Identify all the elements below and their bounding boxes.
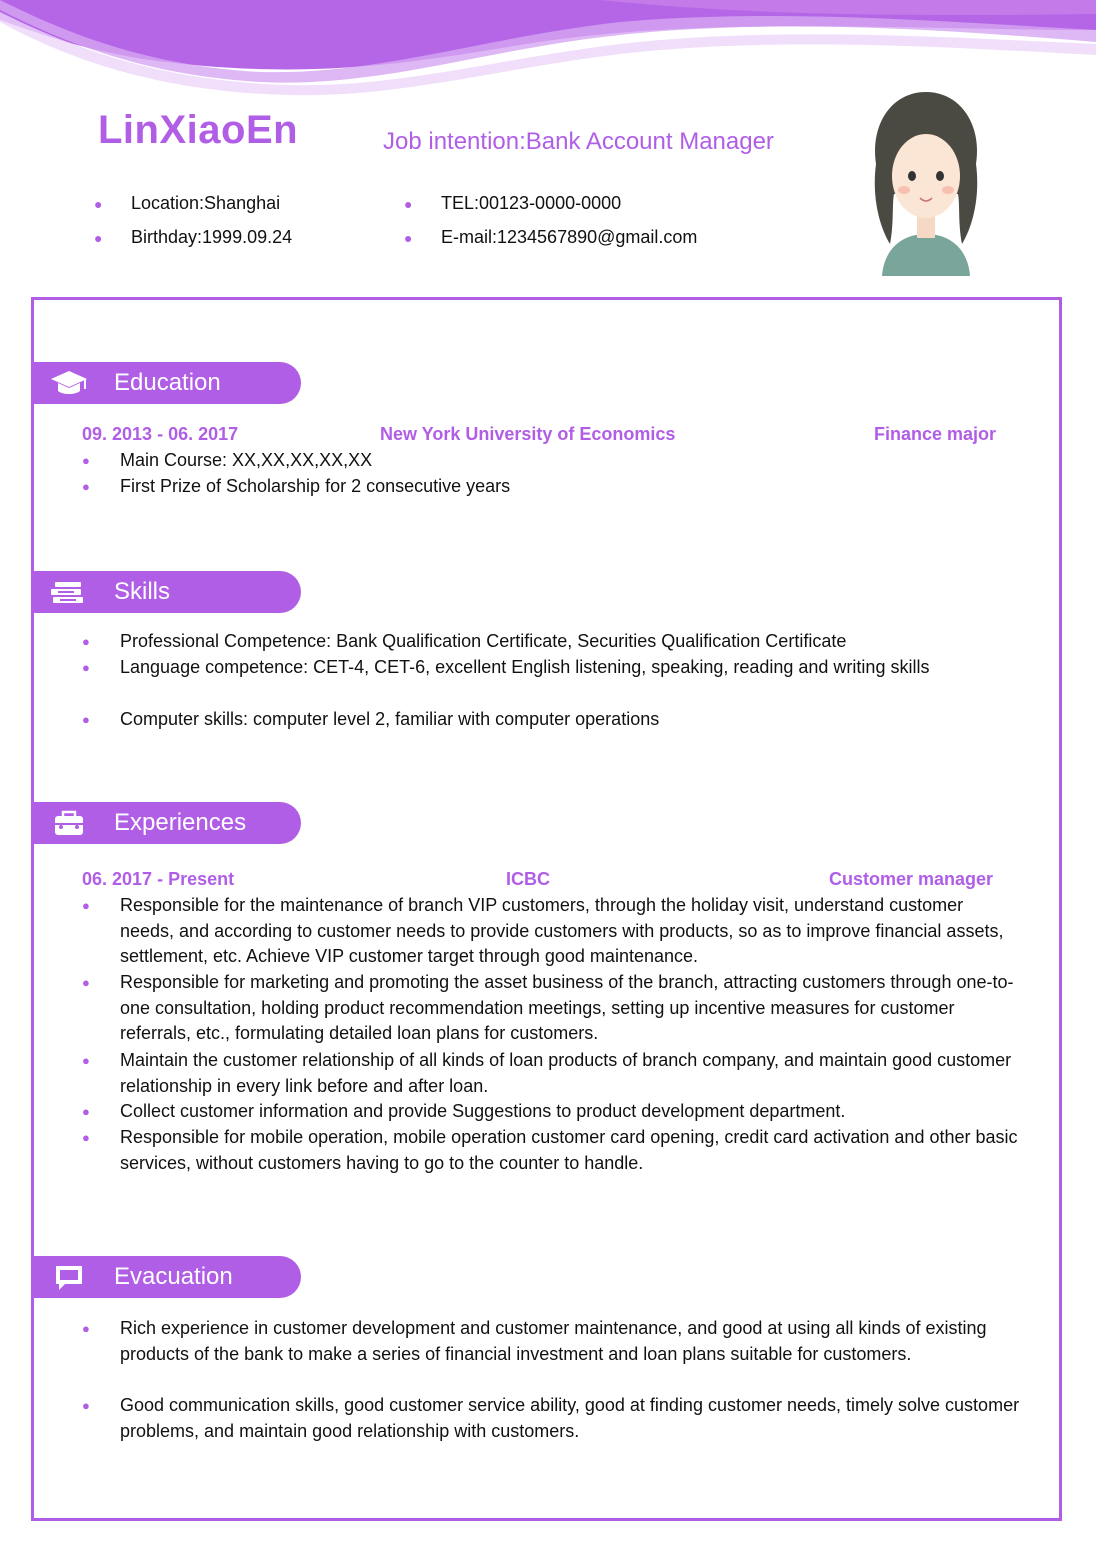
section-title: Evacuation: [114, 1263, 233, 1290]
list-item: [82, 1316, 1020, 1367]
list-item: [82, 629, 1020, 655]
list-item-text: Responsible for the maintenance of branch VIP customers, through the holiday visit, understand customer needs, and according to customer needs to provide customers with products, so as to improve financial assets, settlement, etc. Achieve VIP customer target through good maintenance.: [120, 895, 1004, 967]
list-item: [82, 970, 1020, 1047]
list-item: [82, 707, 1020, 733]
bullet-dot: ●: [82, 634, 90, 649]
tel-text: TEL:00123-0000-0000: [441, 193, 622, 213]
list-item-text: Good communication skills, good customer service ability, good at finding customer needs, timely solve customer problems, and maintain good relationship with customers.: [120, 1395, 1020, 1441]
bullet-dot: ●: [404, 196, 413, 212]
list-item-text: Maintain the customer relationship of all kinds of loan products of branch company, and maintain good customer relationship in every link before and after loan.: [120, 1050, 1012, 1096]
email-text: E-mail:1234567890@gmail.com: [441, 227, 698, 247]
contact-location: [94, 193, 281, 214]
briefcase-icon: [49, 809, 89, 837]
speech-bubble-icon: [49, 1263, 89, 1291]
list-item: [82, 1393, 1020, 1444]
bullet-dot: ●: [82, 975, 90, 990]
experience-role: Customer manager: [829, 869, 994, 889]
list-item-text: Responsible for mobile operation, mobile operation customer card opening, credit card activation and other basic services, without customers having to go to the counter to handle.: [120, 1127, 1018, 1173]
list-item-text: Language competence: CET-4, CET-6, excellent English listening, speaking, reading and writing skills: [120, 657, 930, 677]
list-item-text: Responsible for marketing and promoting the asset business of the branch, attracting customers through one-to-one consultation, holding product recommendation meetings, setting up incentive measures for customer referrals, etc., formulating detailed loan plans for customers.: [120, 972, 1014, 1044]
bullet-dot: ●: [82, 1053, 90, 1068]
contact-birthday: [94, 227, 293, 248]
birthday-text: Birthday:1999.09.24: [131, 227, 293, 247]
section-header-skills: [31, 571, 301, 613]
bullet-dot: ●: [94, 196, 103, 212]
section-title: Skills: [114, 578, 171, 605]
list-item: [82, 655, 1020, 681]
section-title: Experiences: [114, 809, 247, 836]
list-item-text: Collect customer information and provide Suggestions to product development department.: [120, 1101, 846, 1121]
list-item: [82, 1048, 1020, 1099]
education-school: New York University of Economics: [380, 424, 676, 444]
list-item: [82, 1125, 1020, 1176]
experience-company: ICBC: [506, 869, 550, 889]
contact-email: [404, 227, 698, 248]
job-intention: Job intention:Bank Account Manager: [383, 128, 774, 155]
bullet-dot: ●: [82, 1321, 90, 1336]
list-item: [82, 474, 1020, 500]
list-item-text: First Prize of Scholarship for 2 consecutive years: [120, 476, 511, 496]
list-item-text: Rich experience in customer development and customer maintenance, and good at using all kinds of existing products of the bank to make a series of financial investment and loan plans suitable for customers.: [120, 1318, 987, 1364]
avatar: [862, 84, 990, 276]
section-header-experiences: [31, 802, 301, 844]
bullet-dot: ●: [404, 230, 413, 246]
bullet-dot: ●: [82, 1398, 90, 1413]
list-item-text: Main Course: XX,XX,XX,XX,XX: [120, 450, 373, 470]
bullet-dot: ●: [82, 479, 90, 494]
graduation-cap-icon: [49, 369, 89, 397]
list-item-text: Computer skills: computer level 2, familiar with computer operations: [120, 709, 660, 729]
list-item-text: Professional Competence: Bank Qualification Certificate, Securities Qualification Certificate: [120, 631, 847, 651]
bullet-dot: ●: [82, 453, 90, 468]
bullet-dot: ●: [82, 712, 90, 727]
bullet-dot: ●: [82, 660, 90, 675]
bullet-dot: ●: [82, 898, 90, 913]
bullet-dot: ●: [94, 230, 103, 246]
bullet-dot: ●: [82, 1130, 90, 1145]
list-item: [82, 1099, 1020, 1125]
education-period: 09. 2013 - 06. 2017: [82, 424, 239, 444]
bullet-dot: ●: [82, 1104, 90, 1119]
location-text: Location:Shanghai: [131, 193, 281, 213]
education-major: Finance major: [874, 424, 997, 444]
list-item: [82, 448, 1020, 474]
books-icon: [49, 578, 89, 606]
section-header-evacuation: [31, 1256, 301, 1298]
experience-period: 06. 2017 - Present: [82, 869, 235, 889]
contact-tel: [404, 193, 622, 214]
section-header-education: [31, 362, 301, 404]
list-item: [82, 893, 1020, 970]
section-title: Education: [114, 369, 221, 396]
candidate-name: LinXiaoEn: [98, 108, 299, 152]
